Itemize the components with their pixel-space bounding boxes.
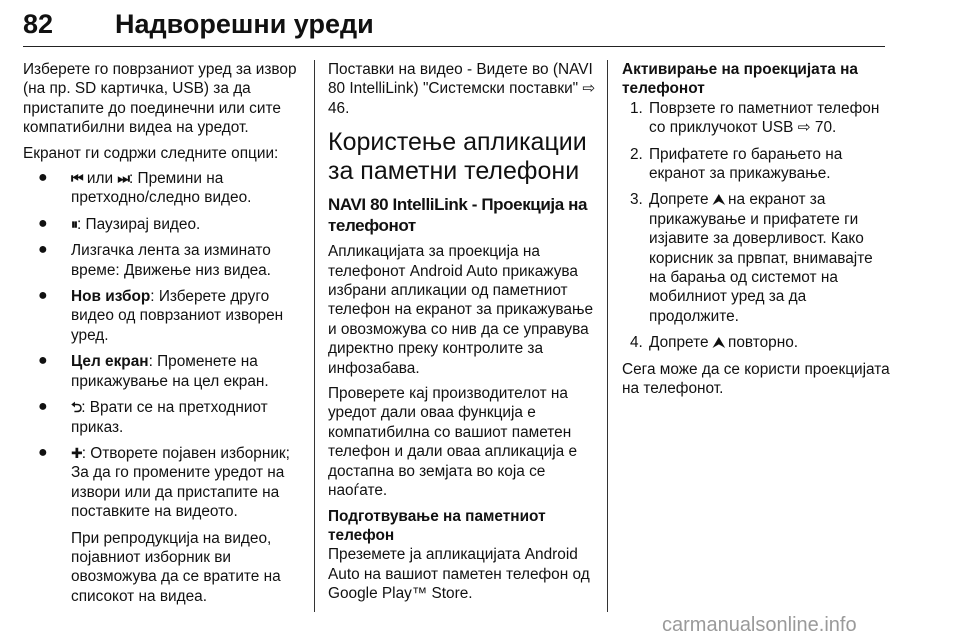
page-number: 82 xyxy=(23,9,54,39)
projection-description: Апликацијата за проекција на телефонот Android Auto прикажува избрани апликации од паметниот телефон на екранот за прикажување и овозможува со нив да се управува директно преку контролите за инфозабава. xyxy=(328,243,594,377)
prep-heading: Подготвување на паметниот телефон xyxy=(328,507,546,544)
prep-text: Преземете ја апликацијата Android Auto на вашиот паметен телефон од Google Play™ Store. xyxy=(328,546,590,603)
step-4: 4. Допрете ⮝ повторно. xyxy=(630,334,799,352)
page-header xyxy=(23,9,943,49)
plus-icon: ✚ xyxy=(71,444,82,461)
column-divider-1 xyxy=(314,60,315,612)
list-item-subparagraph: При репродукција на видео, појавниот изборник ви овозможува да се вратите на списокот на видеа. xyxy=(71,529,281,605)
list-item-back: ● ⮌: Врати се на претходниот приказ. xyxy=(38,398,268,436)
watermark: carmanualsonline.info xyxy=(662,614,857,636)
column-divider-2 xyxy=(607,60,608,612)
list-item-new-selection: ● Нов избор: Изберете друго видео од поврзаниот изворен уред. xyxy=(38,287,284,344)
subsection-title: NAVI 80 IntelliLink - Проекција на телефонот xyxy=(328,195,588,236)
list-item-pause: ● ⏸: Паузирај видео. xyxy=(38,214,201,233)
intro-paragraph: Изберете го поврзаниот уред за извор (на пр. SD картичка, USB) за да пристапите до поединечни или сите компатибилни видеа на уредот. xyxy=(23,61,297,137)
pause-icon: ⏸ xyxy=(71,215,77,232)
header-divider xyxy=(23,46,885,47)
video-settings-paragraph: Поставки на видео - Видете во (NAVI 80 IntelliLink) "Системски поставки" ⇨ 46. xyxy=(328,61,596,117)
projection-icon: ⮝ xyxy=(712,191,724,208)
closing-paragraph: Сега може да се користи проекцијата на телефонот. xyxy=(622,360,890,398)
list-item-popup-menu: ● ✚: Отворете појавен изборник; За да го промените уредот на извори или да пристапите на поставките на видеото. При репродукција на видео, појавниот изборник ви овозможува да се вратите на списокот на видеа. xyxy=(23,444,303,606)
step-3: 3. Допрете ⮝ на екранот за прикажување и прифатете ги изјавите за доверливост. Како корисник за првпат, внимавајте на барања од системот на мобилниот уред за да продолжите. xyxy=(630,191,873,325)
step-1: 1. Поврзете го паметниот телефон со приклучокот USB ⇨ 70. xyxy=(630,99,880,137)
column-3 xyxy=(622,60,892,405)
skip-forward-icon: ⏭ xyxy=(117,170,129,187)
section-title: Користење апликации за паметни телефони xyxy=(328,128,587,186)
projection-icon: ⮝ xyxy=(712,334,724,351)
list-item-full-screen: ● Цел екран: Променете на прикажување на цел екран. xyxy=(38,352,269,390)
back-arrow-icon: ⮌ xyxy=(71,399,82,416)
activation-heading: Активирање на проекцијата на телефонот xyxy=(622,61,858,98)
page-title: Надворешни уреди xyxy=(115,9,374,39)
list-item-slider: ● Лизгачка лента за изминато време: Движење низ видеа. xyxy=(38,241,271,279)
options-intro: Екранот ги содржи следните опции: xyxy=(23,144,279,162)
list-item-prev-next: ● ⏮ или ⏭: Премини на претходно/следно видео. xyxy=(38,169,252,207)
skip-back-icon: ⏮ xyxy=(71,170,83,187)
step-2: 2. Прифатете го барањето на екранот за прикажување. xyxy=(630,145,843,183)
column-2 xyxy=(328,60,596,610)
compatibility-note: Проверете кај производителот на уредот дали оваа функција е компатибилна со вашиот паметен телефон и дали оваа апликација е достапна во земјата во која се наоѓате. xyxy=(328,385,578,500)
column-1 xyxy=(23,60,303,613)
